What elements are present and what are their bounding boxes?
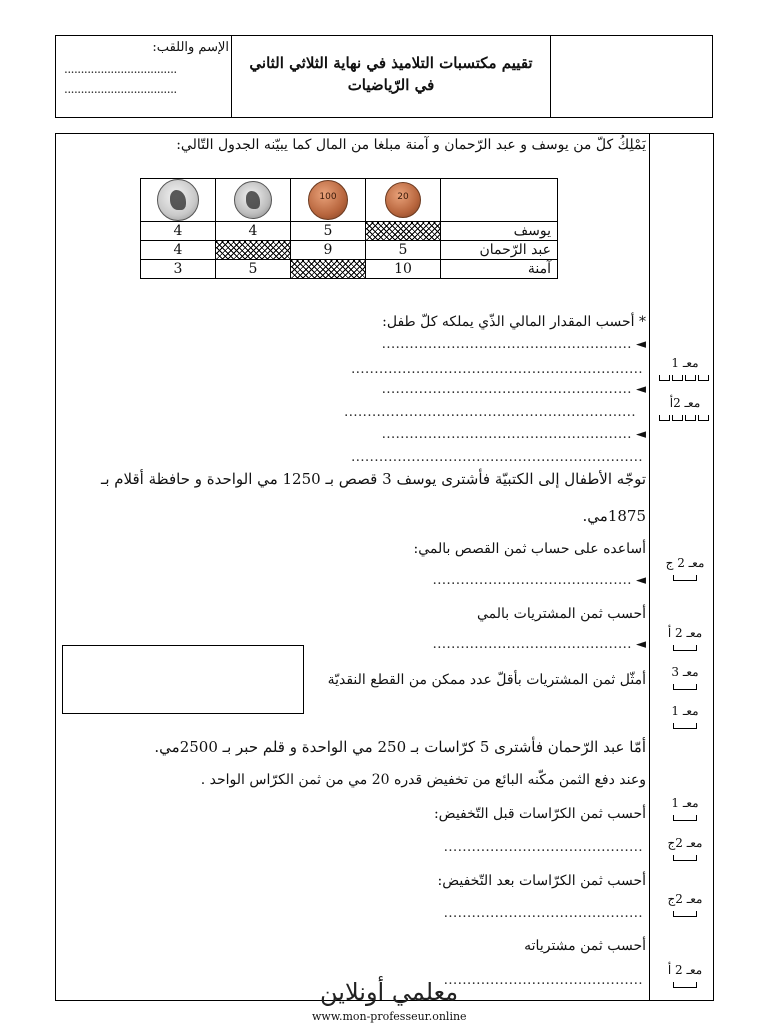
- criterion-mark: معـ 2 ج: [660, 556, 710, 584]
- answer-line[interactable]: [351, 450, 643, 465]
- answer-line[interactable]: [382, 427, 646, 442]
- header-table: [55, 35, 713, 118]
- site-logo: معلمي أونلاين: [320, 978, 459, 1006]
- cell-value: 10: [366, 260, 441, 279]
- cell-value: 4: [141, 222, 216, 241]
- answer-dots: ......................................................: [381, 337, 632, 352]
- student-name-cell: [56, 36, 233, 117]
- cell-value: 5: [216, 260, 291, 279]
- criterion-mark: معـ 2ج: [660, 836, 710, 864]
- hatched-cell: [216, 241, 291, 260]
- answer-dots: ......................................................: [381, 427, 632, 442]
- arrow-icon: ◄: [636, 337, 646, 352]
- answer-line[interactable]: [444, 973, 643, 988]
- criterion-mark: معـ 2ج: [660, 892, 710, 920]
- q3-total-prompt: أحسب ثمن مشترياته: [524, 938, 646, 954]
- answer-line[interactable]: [433, 637, 646, 652]
- coin-20-millimes-icon: 20: [385, 182, 421, 218]
- criterion-mark: معـ 1: [660, 704, 710, 732]
- answer-line[interactable]: [382, 382, 646, 397]
- criterion-mark: معـ 2أ: [660, 396, 710, 424]
- page-subtitle: في الرّياضيات: [347, 76, 435, 94]
- header-title-cell: [231, 36, 550, 117]
- answer-dots: ...............................................................: [351, 450, 643, 465]
- answer-dots: ...........................................: [432, 573, 632, 588]
- story2-line2: وعند دفع الثمن مكّنه البائع من تخفيض قدره 20 مي من ثمن الكرّاس الواحد .: [200, 772, 646, 788]
- story2-line1: أمّا عبد الرّحمان فأشترى 5 كرّاسات بـ 250 مي الواحدة و قلم حبر بـ 2500مي.: [154, 738, 646, 756]
- cell-value: 3: [141, 260, 216, 279]
- coins-answer-box[interactable]: [62, 645, 304, 714]
- row-name: عبد الرّحمان: [441, 241, 558, 260]
- intro-text: يَمْلِكُ كلّ من يوسف و عبد الرّحمان و آمنة مبلغا من المال كما يبيّنه الجدول التّالي:: [176, 137, 646, 153]
- answer-dots: ...............................................................: [344, 405, 636, 420]
- story1-line1: توجّه الأطفال إلى الكتبيّة فأشترى يوسف 3 قصص بـ 1250 مي الواحدة و حافظة أقلام بـ: [100, 470, 646, 488]
- q2-help-prompt: أساعده على حساب ثمن القصص بالمي:: [413, 541, 646, 557]
- row-name: يوسف: [441, 222, 558, 241]
- table-header-coin-100: [291, 179, 366, 222]
- answer-dots: ...........................................: [443, 973, 643, 988]
- q2-compute-prompt: أحسب ثمن المشتريات بالمي: [477, 606, 646, 622]
- answer-line[interactable]: [433, 573, 646, 588]
- money-table: [140, 178, 558, 279]
- table-row: [141, 241, 558, 260]
- answer-dots: ...........................................: [443, 840, 643, 855]
- arrow-icon: ◄: [636, 427, 646, 442]
- coin-100-millimes-icon: 100: [308, 180, 348, 220]
- q1-prompt: * أحسب المقدار المالي الذّي يملكه كلّ طفل:: [382, 314, 646, 330]
- cell-value: 4: [141, 241, 216, 260]
- arrow-icon: ◄: [636, 637, 646, 652]
- story1-line2: 1875مي.: [582, 507, 646, 525]
- answer-line[interactable]: [351, 362, 643, 377]
- table-header-empty: [441, 179, 558, 222]
- criterion-mark: معـ 3: [660, 665, 710, 693]
- cell-value: 5: [366, 241, 441, 260]
- hatched-cell: [366, 222, 441, 241]
- cell-value: 4: [216, 222, 291, 241]
- answer-line[interactable]: [444, 906, 643, 921]
- q2-represent-prompt: أمثّل ثمن المشتريات بأقلّ عدد ممكن من القطع النقديّة: [327, 672, 646, 688]
- coin-1-dinar-icon: [157, 179, 199, 221]
- answer-line[interactable]: [444, 840, 643, 855]
- table-header-coin-500: [216, 179, 291, 222]
- table-row: [141, 222, 558, 241]
- hatched-cell: [291, 260, 366, 279]
- student-name-label: الإسم واللقب:: [152, 40, 229, 55]
- cell-value: 9: [291, 241, 366, 260]
- criterion-mark: معـ 1: [660, 356, 710, 384]
- site-url[interactable]: www.mon-professeur.online: [312, 1010, 467, 1023]
- q3-after-prompt: أحسب ثمن الكرّاسات بعد التّخفيض:: [437, 873, 646, 889]
- criterion-mark: معـ 2 أ: [660, 626, 710, 654]
- table-row: [141, 260, 558, 279]
- answer-dots: ......................................................: [381, 382, 632, 397]
- cell-value: 5: [291, 222, 366, 241]
- page-title: تقييم مكتسبات التلاميذ في نهاية الثلاثي الثاني: [249, 54, 533, 72]
- answer-line[interactable]: [382, 337, 646, 352]
- criterion-mark: معـ 1: [660, 796, 710, 824]
- criterion-mark: معـ 2 أ: [660, 963, 710, 991]
- table-header-coin-20: [366, 179, 441, 222]
- answer-line[interactable]: [344, 405, 636, 420]
- row-name: آمنة: [441, 260, 558, 279]
- coin-500-millimes-icon: [234, 181, 272, 219]
- header-blank-cell: [550, 36, 712, 117]
- arrow-icon: ◄: [636, 382, 646, 397]
- table-header-coin-1000: [141, 179, 216, 222]
- q3-before-prompt: أحسب ثمن الكرّاسات قبل التّخفيض:: [433, 806, 646, 822]
- answer-dots: ...........................................: [432, 637, 632, 652]
- arrow-icon: ◄: [636, 573, 646, 588]
- answer-dots: ...........................................: [443, 906, 643, 921]
- answer-dots: ...............................................................: [351, 362, 643, 377]
- student-name-field[interactable]: ..................................: [64, 62, 177, 76]
- student-surname-field[interactable]: ..................................: [64, 82, 177, 96]
